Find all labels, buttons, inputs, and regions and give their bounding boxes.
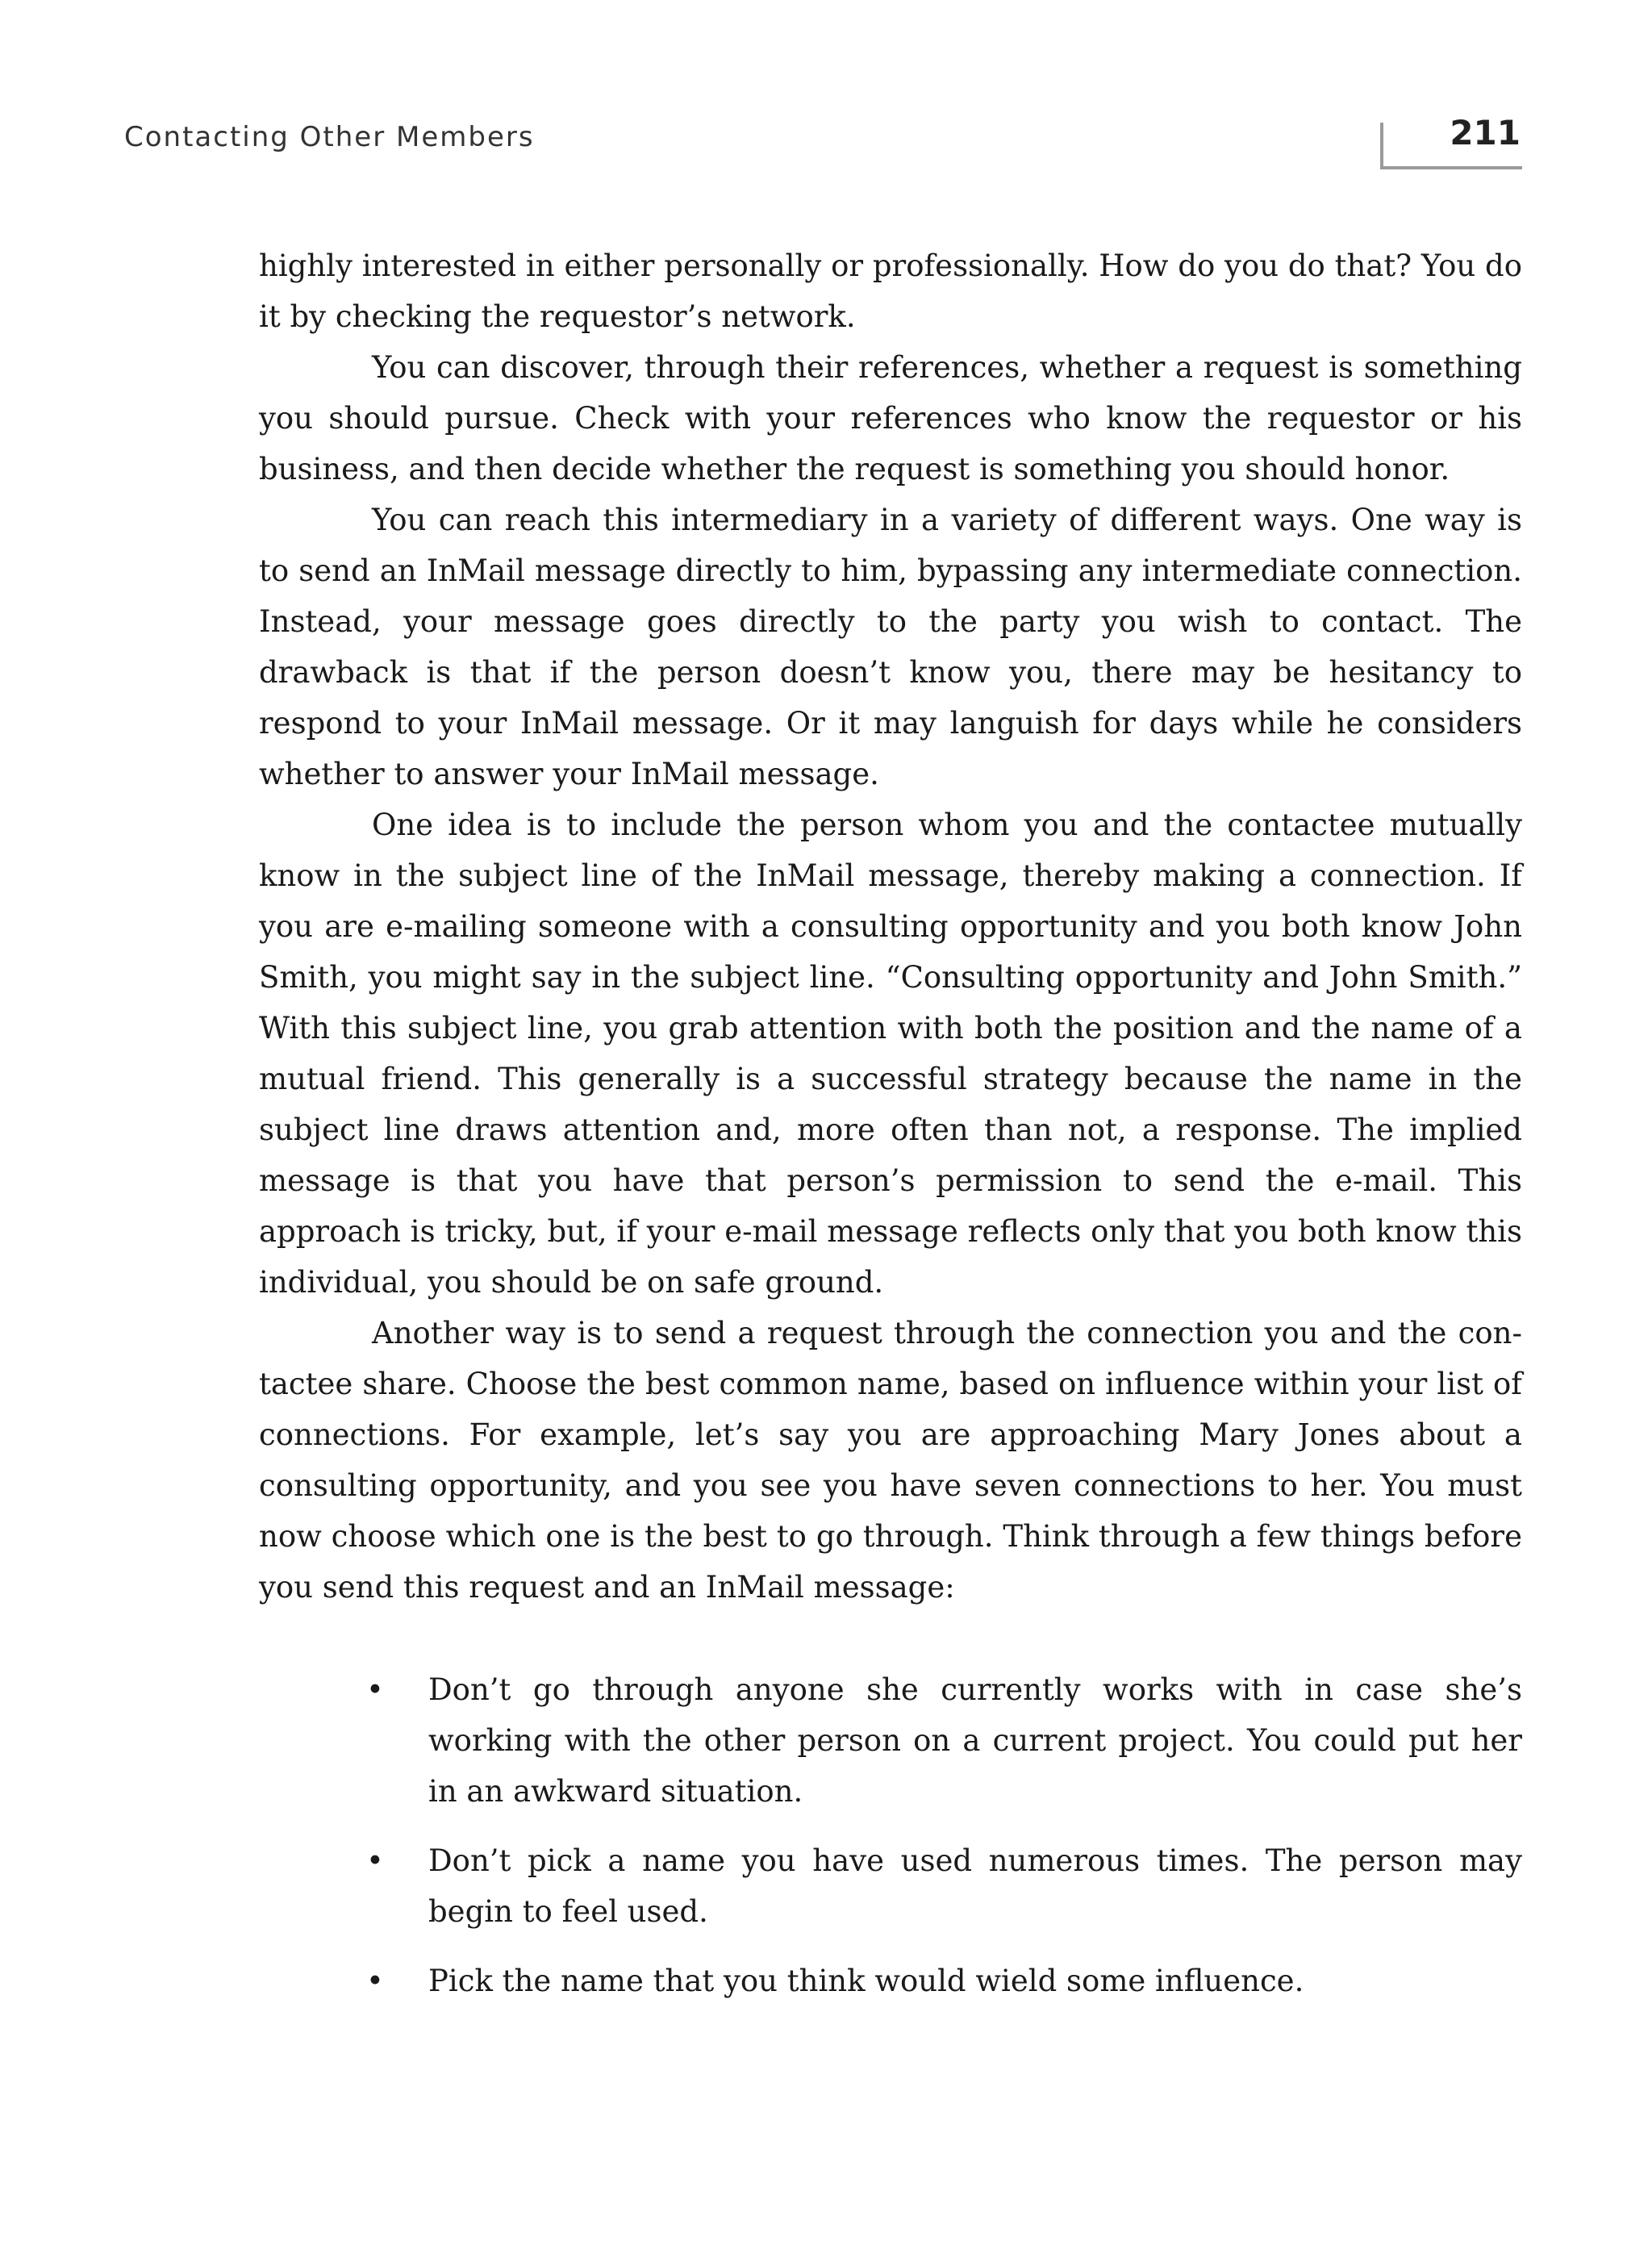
running-head: Contacting Other Members (124, 121, 535, 153)
bullet-icon: • (366, 1672, 384, 1707)
paragraph: You can reach this intermediary in a variety of different ways. One way is to send an InMail message directly to him, bypassing any intermediate connection. Instead, your message goes directly to the party you wish to contact. The drawback is that if the person doesn’t know you, there may be hesitancy to respond to your InMail message. Or it may languish for days while he considers whether to answer your InMail message. (259, 503, 1522, 791)
paragraph: You can discover, through their references, whether a request is something you should pursue. Check with your references who know the requestor or his business, and then decide whether the request is something you should honor. (259, 350, 1522, 486)
list-item-text: Don’t pick a name you have used numerous times. The person may begin to feel used. (428, 1843, 1522, 1929)
paragraph: Another way is to send a request through the connection you and the contactee share. Choose the best common name, based on influence within your list of connections. For example, let’s say you are approaching Mary Jones about a consulting opportunity, and you see you have seven connections to her. You must now choose which one is the best to go through. Think through a few things before you send this request and an InMail message: (259, 1316, 1522, 1605)
list-item-text: Pick the name that you think would wield some influence. (428, 1964, 1304, 1998)
paragraph: One idea is to include the person whom you and the contactee mutually know in the subject line of the InMail message, thereby making a connection. If you are e-mailing someone with a consulting opportunity and you both know John Smith, you might say in the subject line. “Consulting opportunity and John Smith.” With this subject line, you grab attention with both the position and the name of a mutual friend. This generally is a successful strategy because the name in the subject line draws attention and, more often than not, a response. The implied message is that you have that person’s permission to send the e-mail. This approach is tricky, but, if your e-mail message reflects only that you both know this individual, you should be on safe ground. (259, 808, 1522, 1300)
list-item (259, 1956, 1522, 2006)
list-item (259, 1664, 1522, 1817)
paragraph: highly interested in either personally or professionally. How do you do that? You do it by checking the requestor’s network. (259, 248, 1522, 334)
body-text (259, 240, 1522, 2025)
bullet-icon: • (366, 1843, 384, 1878)
list-item (259, 1835, 1522, 1937)
bullet-icon: • (366, 1964, 384, 1998)
list-item-text: Don’t go through anyone she currently works with in case she’s working with the other person on a current project. You could put her in an awkward situation. (428, 1672, 1522, 1809)
page-number-box (1380, 113, 1522, 169)
bullet-list (259, 1664, 1522, 2006)
page-number: 211 (1450, 113, 1521, 152)
